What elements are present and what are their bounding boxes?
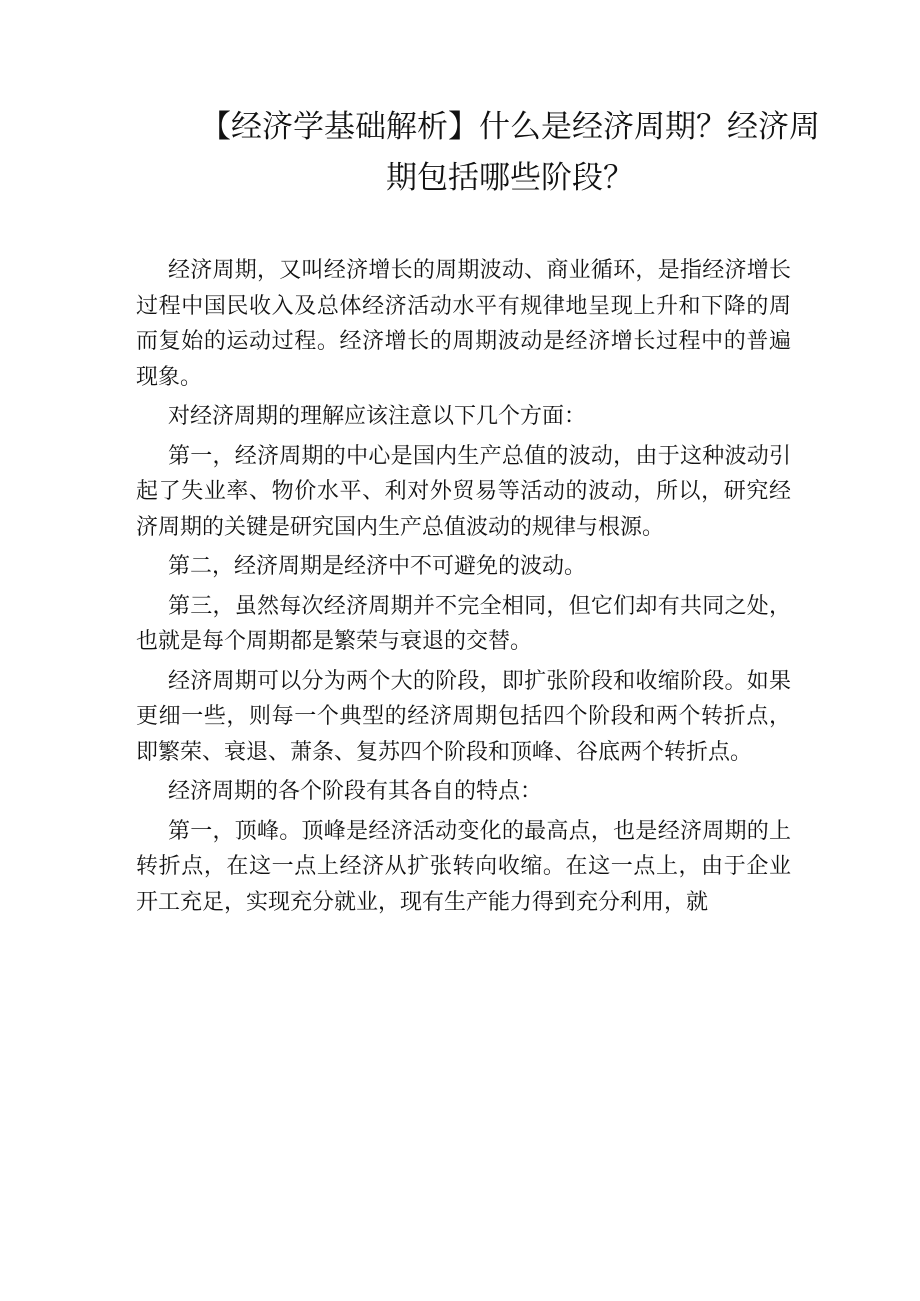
paragraph: 对经济周期的理解应该注意以下几个方面： [168,404,587,429]
document-title: 【经济学基础解析】什么是经济周期？经济周期包括哪些阶段？ [200,109,820,196]
paragraph: 第三，虽然每次经济周期并不完全相同，但它们却有共同之处，也就是每个周期都是繁荣与衰退的交替。 [136,593,791,654]
paragraph: 经济周期的各个阶段有其各自的特点： [168,779,543,804]
paragraph: 第一，顶峰。顶峰是经济活动变化的最高点，也是经济周期的上转折点，在这一点上经济从扩张转向收缩。在这一点上，由于企业开工充足，实现充分就业，现有生产能力得到充分利用，就 [136,818,791,915]
paragraph: 第二，经济周期是经济中不可避免的波动。 [168,554,587,579]
paragraph: 第一，经济周期的中心是国内生产总值的波动，由于这种波动引起了失业率、物价水平、利对外贸易等活动的波动，所以，研究经济周期的关键是研究国内生产总值波动的规律与根源。 [136,443,791,540]
paragraph: 经济周期可以分为两个大的阶段，即扩张阶段和收缩阶段。如果更细一些，则每一个典型的经济周期包括四个阶段和两个转折点，即繁荣、衰退、萧条、复苏四个阶段和顶峰、谷底两个转折点。 [136,668,791,765]
document-body [136,253,791,920]
paragraph: 经济周期，又叫经济增长的周期波动、商业循环，是指经济增长过程中国民收入及总体经济活动水平有规律地呈现上升和下降的周而复始的运动过程。经济增长的周期波动是经济增长过程中的普遍现象。 [136,258,791,390]
